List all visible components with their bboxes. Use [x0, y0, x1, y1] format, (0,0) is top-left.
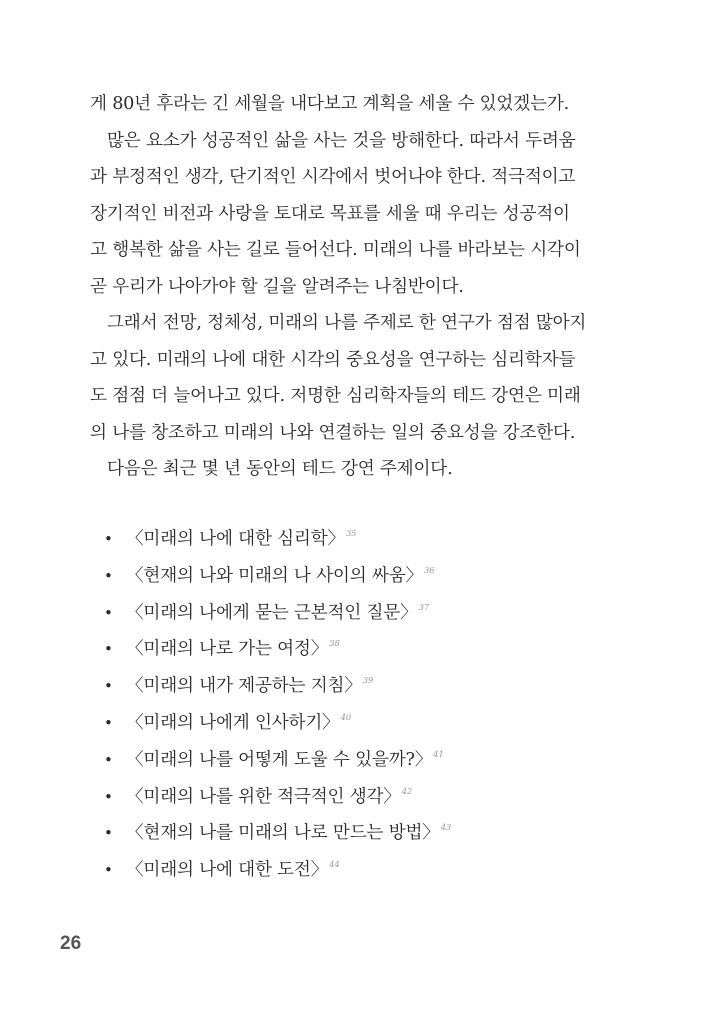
- endnote-marker: 41: [433, 749, 444, 760]
- bullet: •: [104, 750, 113, 769]
- bullet: •: [104, 824, 113, 843]
- bullet: •: [104, 787, 113, 806]
- list-item: [104, 810, 584, 847]
- talk-title: 〈미래의 나에 대한 심리학〉: [126, 529, 345, 549]
- paragraph-line: 고 있다. 미래의 나에 대한 시각의 중요성을 연구하는 심리학자들: [90, 349, 576, 370]
- bullet: •: [104, 713, 113, 732]
- talk-title: 〈미래의 나에 대한 도전〉: [126, 860, 329, 881]
- talk-title: 〈현재의 나와 미래의 나 사이의 싸움〉: [126, 565, 423, 586]
- talk-title: 〈미래의 나를 어떻게 도울 수 있을까?〉: [126, 749, 433, 770]
- paragraph-line: 곧 우리가 나아가야 할 길을 알려주는 나침반이다.: [90, 276, 464, 297]
- ted-talk-list: [104, 516, 584, 884]
- paragraph-line: 많은 요소가 성공적인 삶을 사는 것을 방해한다. 따라서 두려움: [107, 130, 576, 151]
- talk-title: 〈미래의 내가 제공하는 지침〉: [126, 676, 362, 697]
- paragraph-line: 장기적인 비전과 사랑을 토대로 목표를 세울 때 우리는 성공적이: [90, 203, 570, 224]
- endnote-marker: 35: [345, 529, 357, 539]
- list-item: [104, 553, 584, 590]
- paragraph-line: 과 부정적인 생각, 단기적인 시각에서 벗어나야 한다. 적극적이고: [90, 167, 576, 187]
- paragraph-line: 의 나를 창조하고 미래의 나와 연결하는 일의 중요성을 강조한다.: [90, 422, 576, 443]
- list-item: [104, 737, 584, 774]
- bullet: •: [104, 530, 113, 548]
- paragraph-line: 고 행복한 삶을 사는 길로 들어선다. 미래의 나를 바라보는 시각이: [90, 240, 581, 260]
- endnote-marker: 43: [440, 823, 452, 834]
- list-item: [104, 590, 584, 627]
- bullet: •: [104, 603, 113, 622]
- endnote-marker: 40: [340, 712, 351, 723]
- list-item: [104, 774, 584, 811]
- talk-title: 〈미래의 나에게 묻는 근본적인 질문〉: [126, 602, 418, 623]
- paragraph-line: 그래서 전망, 정체성, 미래의 나를 주제로 한 연구가 점점 많아지: [107, 313, 587, 333]
- endnote-marker: 42: [401, 786, 413, 797]
- page-number: 26: [60, 933, 82, 954]
- bullet: •: [104, 861, 113, 880]
- endnote-marker: 44: [329, 860, 340, 871]
- talk-title: 〈미래의 나로 가는 여정〉: [126, 639, 329, 660]
- talk-title: 〈미래의 나를 위한 적극적인 생각〉: [126, 786, 401, 807]
- talk-title: 〈미래의 나에게 인사하기〉: [126, 712, 340, 733]
- bullet: •: [104, 566, 113, 585]
- body-text: [90, 86, 610, 488]
- endnote-marker: 37: [418, 602, 429, 613]
- list-item: [104, 516, 584, 553]
- endnote-marker: 39: [362, 676, 374, 687]
- endnote-marker: 38: [329, 639, 340, 650]
- bullet: •: [104, 640, 113, 659]
- paragraph-line: 다음은 최근 몇 년 동안의 테드 강연 주제이다.: [107, 459, 453, 479]
- list-item: [104, 700, 584, 737]
- list-item: [104, 847, 584, 884]
- list-item: [104, 663, 584, 700]
- paragraph-line: 게 80년 후라는 긴 세월을 내다보고 계획을 세울 수 있었겠는가.: [90, 94, 570, 114]
- endnote-marker: 36: [423, 565, 435, 576]
- bullet: •: [104, 677, 113, 696]
- talk-title: 〈현재의 나를 미래의 나로 만드는 방법〉: [126, 823, 440, 844]
- list-item: [104, 626, 584, 663]
- paragraph-line: 도 점점 더 늘어나고 있다. 저명한 심리학자들의 테드 강연은 미래: [90, 386, 581, 406]
